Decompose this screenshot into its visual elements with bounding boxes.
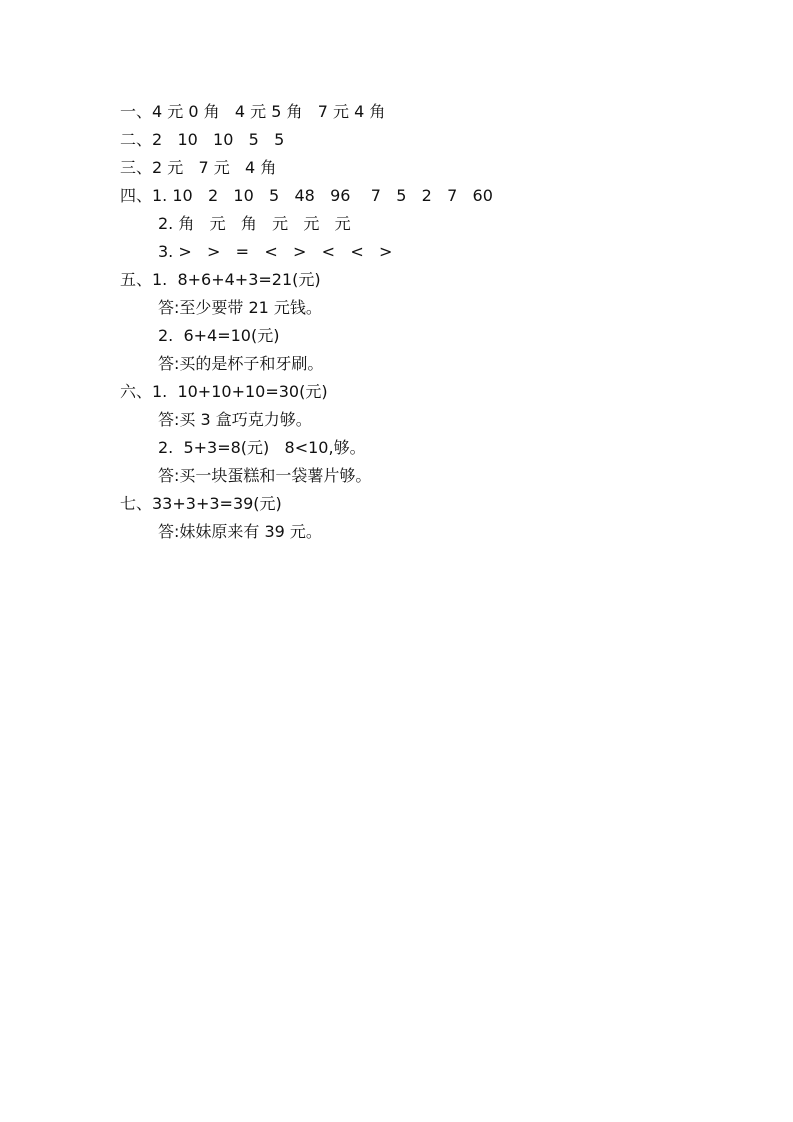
answer-line-13: 2. 5+3=8(元) 8<10,够。 [158,438,366,457]
answer-line-2: 二、2 10 10 5 5 [120,130,285,149]
answer-content [120,100,720,548]
answer-line-5: 2. 角 元 角 元 元 元 [158,214,351,233]
answer-line-8: 答:至少要带 21 元钱。 [158,298,322,317]
answer-line-6: 3. > > = < > < < > [158,242,393,261]
answer-line-1: 一、4 元 0 角 4 元 5 角 7 元 4 角 [120,102,386,121]
answer-line-11: 六、1. 10+10+10=30(元) [120,382,328,401]
answer-line-12: 答:买 3 盒巧克力够。 [158,410,312,429]
answer-line-4: 四、1. 10 2 10 5 48 96 7 5 2 7 60 [120,186,493,205]
answer-line-10: 答:买的是杯子和牙刷。 [158,354,324,373]
answer-line-7: 五、1. 8+6+4+3=21(元) [120,270,321,289]
answer-line-3: 三、2 元 7 元 4 角 [120,158,277,177]
answer-line-14: 答:买一块蛋糕和一袋薯片够。 [158,466,372,485]
answer-line-16: 答:妹妹原来有 39 元。 [158,522,322,541]
answer-line-15: 七、33+3+3=39(元) [120,494,282,513]
answer-line-9: 2. 6+4=10(元) [158,326,280,345]
